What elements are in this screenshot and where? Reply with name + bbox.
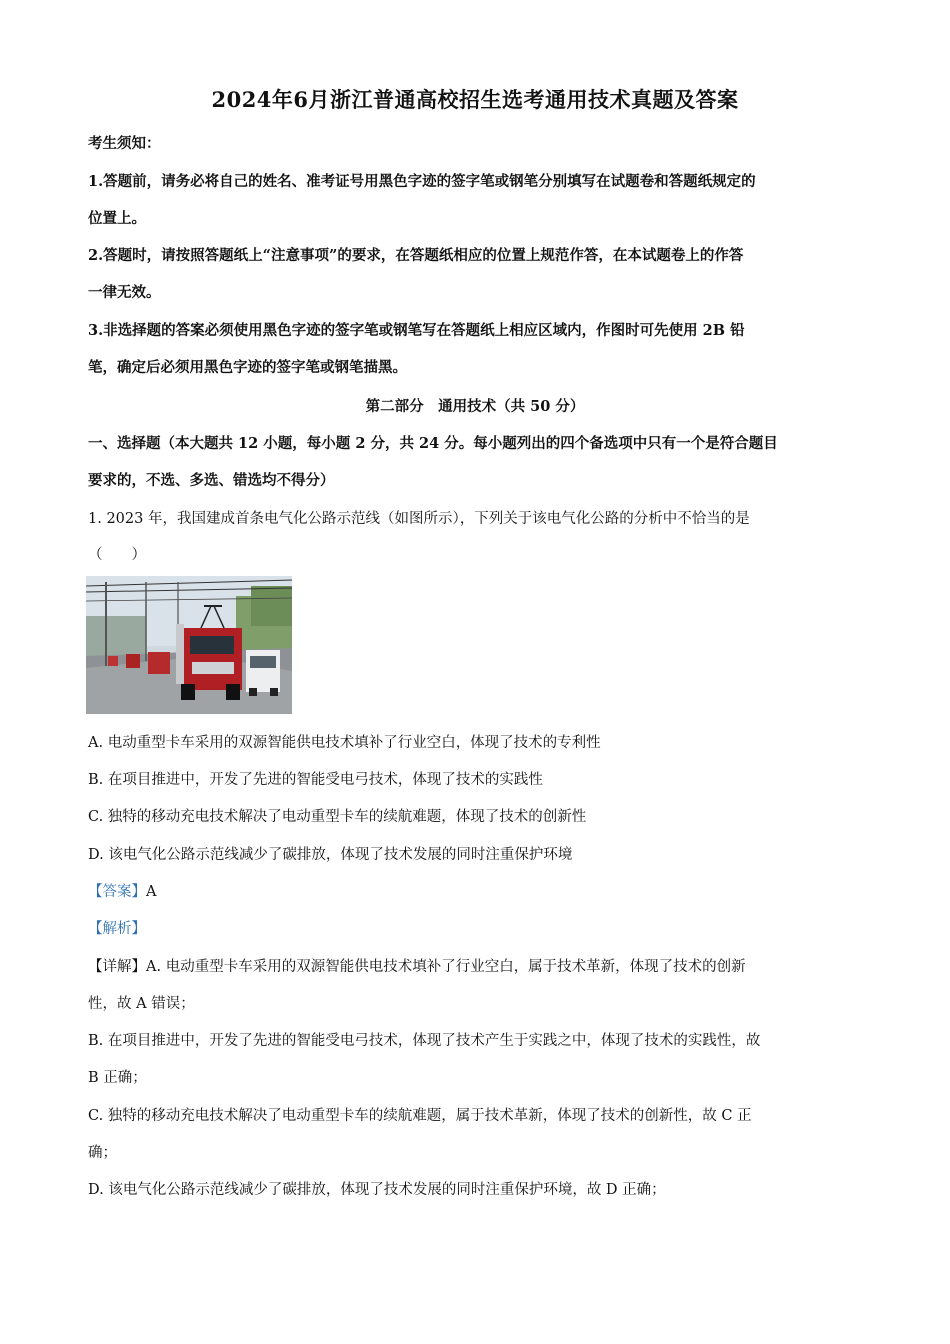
notice-line: 笔，确定后必须用黑色字迹的签字笔或钢笔描黑。 xyxy=(88,359,407,376)
part-title: 第二部分 通用技术（共 50 分） xyxy=(365,398,585,415)
answer-label: 【答案】 xyxy=(88,884,146,900)
answer xyxy=(88,880,868,901)
detail-line xyxy=(88,955,868,976)
detail-line: D. 该电气化公路示范线减少了碳排放，体现了技术发展的同时注重保护环境，故 D 正确； xyxy=(88,1182,666,1198)
electrified-highway-photo xyxy=(86,576,292,714)
notice-heading: 考生须知： xyxy=(88,135,161,152)
detail-label: 【详解】 xyxy=(88,959,146,975)
page-title: 2024年6月浙江普通高校招生选考通用技术真题及答案 xyxy=(211,87,739,112)
notice-line: 1.答题前，请务必将自己的姓名、准考证号用黑色字迹的签字笔或钢笔分别填写在试题卷和答题纸规定的 xyxy=(88,173,756,190)
detail-line: B 正确； xyxy=(88,1070,147,1086)
answer-value: A xyxy=(146,884,157,900)
section-instructions: 要求的，不选、多选、错选均不得分） xyxy=(88,472,335,489)
truck-highway-illustration xyxy=(86,576,292,714)
detail-text: A. 电动重型卡车采用的双源智能供电技术填补了行业空白，属于技术革新，体现了技术的创新 xyxy=(146,959,746,975)
notice-line: 2.答题时，请按照答题纸上“注意事项”的要求，在答题纸相应的位置上规范作答，在本试题卷上的作答 xyxy=(88,247,744,264)
option-d: D. 该电气化公路示范线减少了碳排放，体现了技术发展的同时注重保护环境 xyxy=(88,847,573,863)
analysis-label: 【解析】 xyxy=(88,921,146,937)
question-stem-bracket: （ ） xyxy=(88,547,146,563)
detail-line: C. 独特的移动充电技术解决了电动重型卡车的续航难题，属于技术革新，体现了技术的创新性，故 C 正 xyxy=(88,1108,752,1124)
detail-line: 性，故 A 错误； xyxy=(88,996,195,1012)
notice-line: 位置上。 xyxy=(88,210,146,227)
detail-line: 确； xyxy=(88,1145,117,1161)
question-stem: 1. 2023 年，我国建成首条电气化公路示范线（如图所示），下列关于该电气化公路的分析中不恰当的是 xyxy=(88,511,750,527)
section-instructions: 一、选择题（本大题共 12 小题，每小题 2 分，共 24 分。每小题列出的四个备选项中只有一个是符合题目 xyxy=(88,435,778,452)
detail-line: B. 在项目推进中，开发了先进的智能受电弓技术，体现了技术产生于实践之中，体现了技术的实践性，故 xyxy=(88,1033,761,1049)
option-a: A. 电动重型卡车采用的双源智能供电技术填补了行业空白，体现了技术的专利性 xyxy=(88,735,601,751)
option-c: C. 独特的移动充电技术解决了电动重型卡车的续航难题，体现了技术的创新性 xyxy=(88,809,587,825)
notice-line: 3.非选择题的答案必须使用黑色字迹的签字笔或钢笔写在答题纸上相应区域内，作图时可先使用 2B 铅 xyxy=(88,322,745,339)
option-b: B. 在项目推进中，开发了先进的智能受电弓技术，体现了技术的实践性 xyxy=(88,772,543,788)
notice-line: 一律无效。 xyxy=(88,284,161,301)
